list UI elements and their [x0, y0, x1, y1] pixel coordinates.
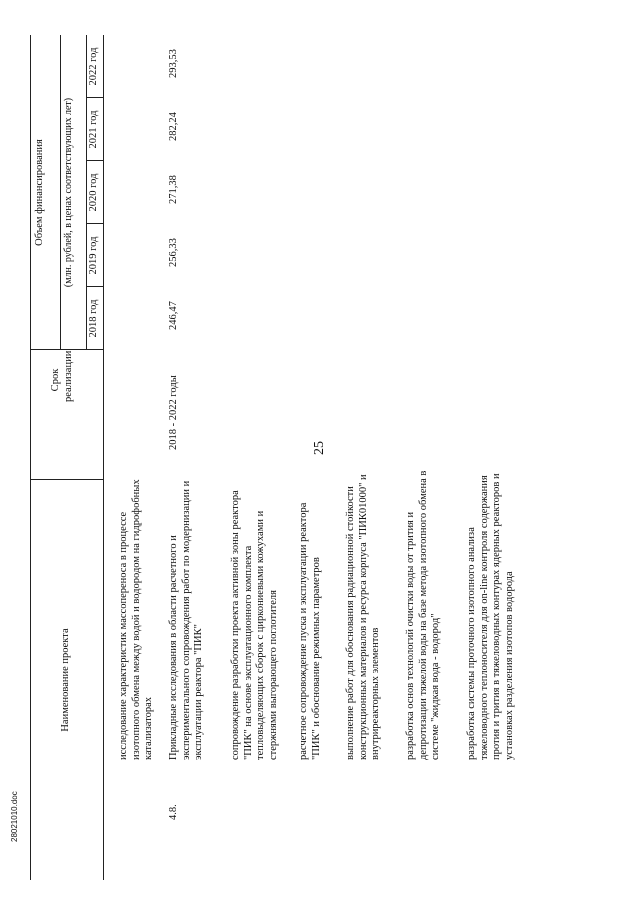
item-value: 282,24: [168, 112, 179, 141]
header-bottom-border: [103, 35, 104, 880]
item-value: 293,53: [168, 49, 179, 78]
subitem: разработка системы проточного изотопного анализа тяжеловодного теплоносителя для on-line контроля содержания протия и трития в тяжеловодных контурах ядерных реакторов и установках разделения изотопов водорода: [466, 473, 515, 760]
header-year: 2019 год: [88, 236, 99, 275]
item-title: Прикладные исследования в области расчетного и экспериментального сопровождения работ по модернизации и эксплуатации реактора "ПИК": [168, 480, 204, 760]
item-number: 4.8.: [168, 804, 179, 820]
page-number: 25: [312, 441, 327, 455]
item-value: 256,33: [168, 238, 179, 267]
subitem: выполнение работ для обоснования радиационной стойкости конструкционных материалов и ресурса корпуса "ПИК01000" и внутриреакторных элементов: [345, 474, 381, 760]
funding-subheader-border: [86, 35, 87, 350]
header-name: Наименование проекта: [60, 628, 71, 732]
subitem: сопровождение разработки проекта активной зоны реактора "ПИК" на основе эксплуатационного комплекта тепловыделяющих сборок с циркониевыми кожухами и стержнями выгорающего поглотителя: [230, 490, 279, 760]
item-value: 246,47: [168, 301, 179, 330]
intro-text: исследование характеристик массопереноса в процессе изотопного обмена между водой и водородом на гидрофобных катализаторах: [118, 479, 154, 760]
file-name: 28021010.doc: [10, 791, 19, 842]
header-funding-title: Объем финансирования: [34, 139, 45, 246]
header-year: 2021 год: [88, 110, 99, 149]
subitem: разработка основ технологий очистки воды от трития и депротизации тяжелой воды на базе метода изотопного обмена в системе "жидкая вода - водород": [405, 470, 441, 760]
rotated-table-sheet: [0, 35, 640, 880]
header-year: 2020 год: [88, 173, 99, 212]
header-year: 2022 год: [88, 47, 99, 86]
item-term: 2018 - 2022 годы: [168, 375, 179, 450]
header-funding-sub: (млн. рублей, в ценах соответствующих лет): [63, 97, 74, 288]
table-top-border: [30, 35, 31, 880]
subitem: расчетное сопровождение пуска и эксплуатации реактора "ПИК" и обоснование режимных параметров: [298, 502, 322, 760]
item-value: 271,38: [168, 175, 179, 204]
header-term: Срок реализации: [50, 350, 74, 402]
header-year: 2018 год: [88, 299, 99, 338]
funding-title-border: [60, 35, 61, 350]
